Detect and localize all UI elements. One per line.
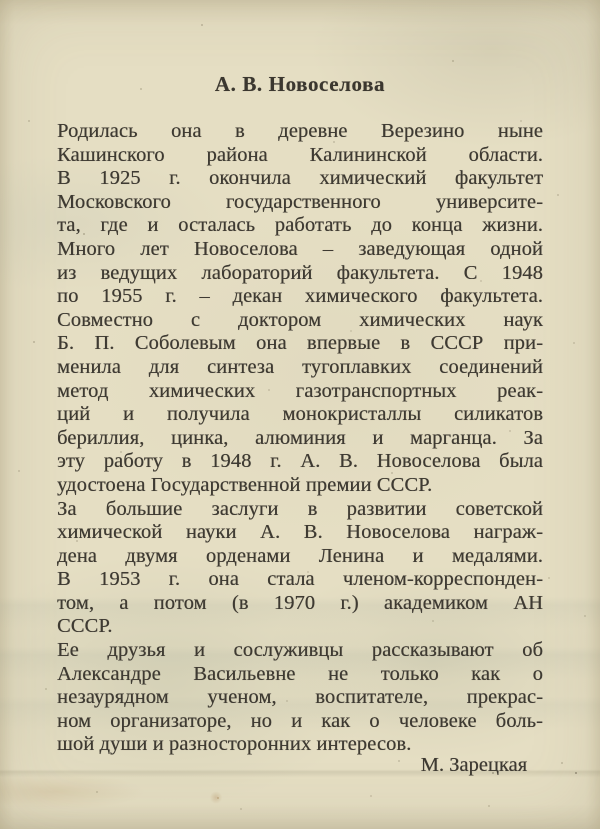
text-line: шой души и разносторонних интересов. — [57, 733, 412, 756]
text-line: ций и получила монокристаллы силикатов — [57, 403, 543, 426]
text-line: дена двумя орденами Ленина и медалями. — [57, 544, 543, 567]
text-line: Ее друзья и сослуживцы рассказывают об — [57, 639, 543, 662]
text-line: метод химических газотранспортных реак- — [57, 379, 543, 402]
text-line: химической науки А. В. Новоселова награж- — [57, 521, 543, 544]
text-line: Совместно с доктором химических наук — [57, 308, 543, 331]
text-line: из ведущих лабораторий факультета. С 1948 — [57, 261, 543, 284]
text-line: том, а потом (в 1970 г.) академиком АН — [57, 591, 543, 614]
text-line: Александре Васильевне не только как о — [57, 662, 543, 685]
page-title: А. В. Новоселова — [214, 72, 386, 96]
text-line: та, где и осталась работать до конца жизни. — [57, 214, 543, 237]
author-signature: М. Зарецкая — [420, 754, 527, 776]
text-line: Б. П. Соболевым она впервые в СССР при- — [57, 332, 543, 355]
text-line: За большие заслуги в развитии советской — [57, 497, 543, 520]
text-line: удостоена Государственной премии СССР. — [57, 473, 433, 496]
text-line: незаурядном ученом, воспитателе, прекрас- — [57, 686, 543, 709]
text-line: Родилась она в деревне Верезино ныне — [57, 120, 543, 142]
biography-text — [57, 120, 543, 757]
text-line: эту работу в 1948 г. А. В. Новоселова была — [57, 450, 543, 473]
text-line: В 1925 г. окончила химический факультет — [57, 167, 543, 190]
text-line: Много лет Новоселова – заведующая одной — [57, 237, 543, 260]
paper-specks-texture — [0, 0, 2, 2]
text-line: бериллия, цинка, алюминия и марганца. За — [57, 426, 543, 449]
text-line: по 1955 г. – декан химического факультета. — [57, 285, 543, 308]
text-line: Кашинского района Калининской области. — [57, 143, 543, 166]
text-line: СССР. — [57, 615, 113, 638]
text-line: Московского государственного университе- — [57, 190, 543, 213]
text-line: менила для синтеза тугоплавких соединений — [57, 355, 543, 378]
text-line: ном организаторе, но и как о человеке боль- — [57, 709, 543, 732]
text-line: В 1953 г. она стала членом-корреспонден- — [57, 568, 543, 591]
